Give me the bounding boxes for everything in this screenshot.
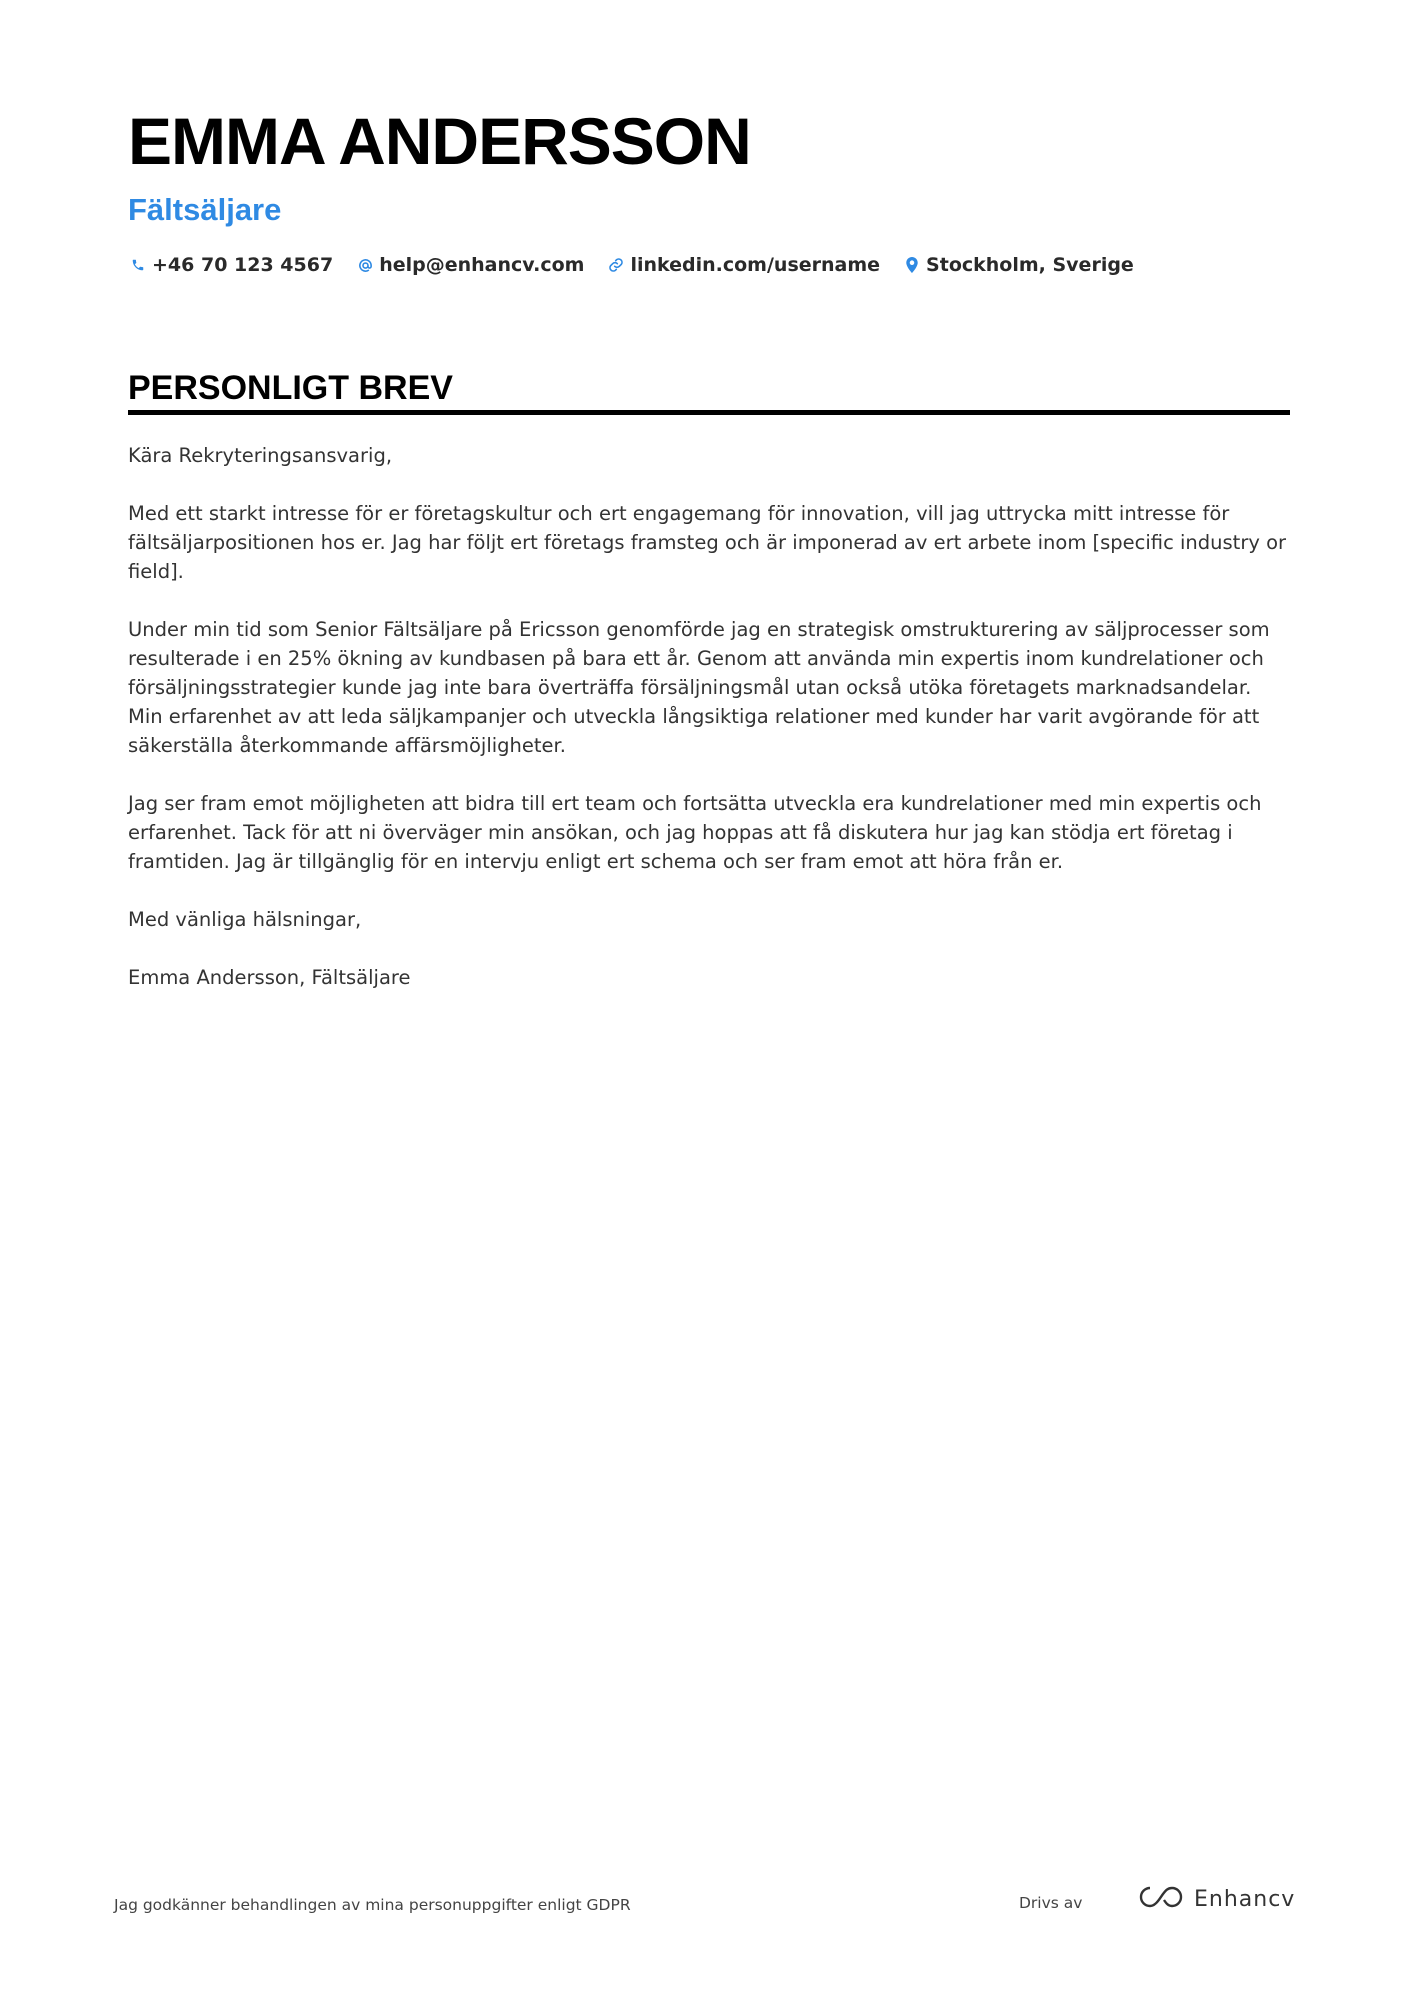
- contact-location: [902, 254, 1134, 276]
- letter-paragraph: Med ett starkt intresse för er företagskultur och ert engagemang för innovation, vill jag uttrycka mitt intresse för fältsäljarpositionen hos er. Jag har följt ert företags framsteg och är imponerad av ert arbete inom [specific industry or field].: [128, 502, 1287, 583]
- at-icon: [355, 255, 375, 275]
- section-title: PERSONLIGT BREV: [128, 369, 453, 407]
- brand-name: Enhancv: [1194, 1886, 1296, 1912]
- infinity-logo-icon: [1138, 1884, 1184, 1914]
- location-pin-icon: [902, 255, 922, 275]
- letter-greeting: Kära Rekryteringsansvarig,: [128, 444, 393, 467]
- contact-email[interactable]: [355, 254, 584, 276]
- gdpr-consent-text: Jag godkänner behandlingen av mina personuppgifter enligt GDPR: [114, 1896, 631, 1914]
- candidate-role: Fältsäljare: [128, 192, 282, 227]
- letter-closing: Med vänliga hälsningar,: [128, 908, 362, 931]
- contact-email-text: help@enhancv.com: [379, 254, 585, 276]
- contact-linkedin-text: linkedin.com/username: [630, 254, 881, 276]
- link-icon: [606, 255, 626, 275]
- letter-paragraph: Under min tid som Senior Fältsäljare på Ericsson genomförde jag en strategisk omstrukturering av säljprocesser som resulterade i en 25% ökning av kundbasen på bara ett år. Genom att använda min expertis inom kundrelationer och försäljningsstrategier kunde jag inte bara överträffa försäljningsmål utan också utöka företagets marknadsandelar. Min erfarenhet av att leda säljkampanjer och utveckla långsiktiga relationer med kunder har varit avgörande för att säkerställa återkommande affärsmöjligheter.: [128, 618, 1270, 757]
- letter-signature: Emma Andersson, Fältsäljare: [128, 966, 411, 989]
- letter-paragraph: Jag ser fram emot möjligheten att bidra till ert team och fortsätta utveckla era kundrelationer med min expertis och erfarenhet. Tack för att ni överväger min ansökan, och jag hoppas att få diskutera hur jag kan stödja ert företag i framtiden. Jag är tillgänglig för en intervju enligt ert schema och ser fram emot att höra från er.: [128, 792, 1262, 873]
- candidate-name: EMMA ANDERSSON: [128, 104, 751, 178]
- contact-phone[interactable]: [128, 254, 333, 276]
- enhancv-logo[interactable]: [1138, 1884, 1295, 1914]
- letter-body: [128, 441, 1290, 1021]
- section-divider: [128, 410, 1290, 415]
- contact-location-text: Stockholm, Sverige: [926, 254, 1134, 276]
- powered-by-label: Drivs av: [1019, 1894, 1083, 1912]
- phone-icon: [128, 255, 148, 275]
- contact-phone-text: +46 70 123 4567: [152, 254, 334, 276]
- contact-linkedin[interactable]: [606, 254, 880, 276]
- contact-row: [128, 254, 1156, 276]
